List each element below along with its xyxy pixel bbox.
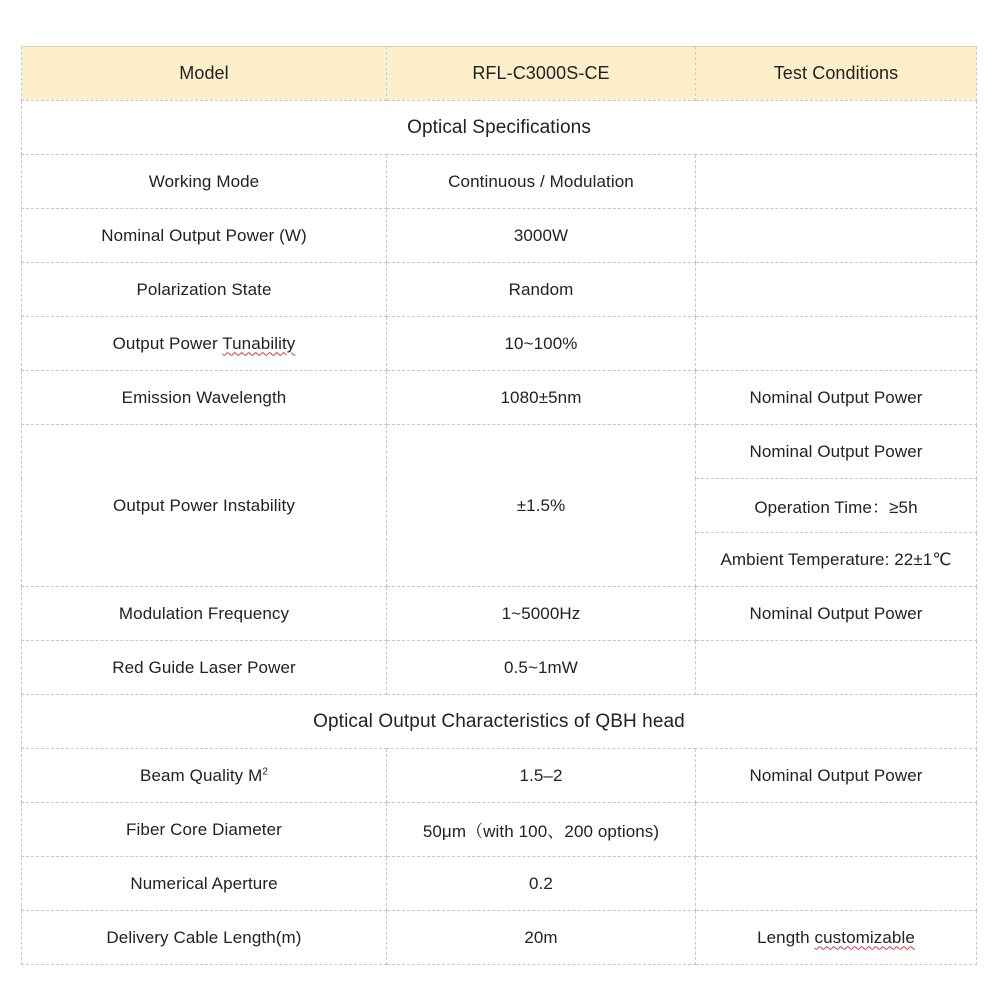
param-value: 50μm（with 100、200 options) bbox=[387, 803, 696, 857]
spellcheck-marked-word: customizable bbox=[814, 927, 915, 947]
param-label: Numerical Aperture bbox=[22, 857, 387, 911]
param-condition bbox=[696, 317, 977, 371]
param-label bbox=[22, 317, 387, 371]
table-row bbox=[22, 425, 977, 479]
param-value: 1~5000Hz bbox=[387, 587, 696, 641]
header-model-label: Model bbox=[22, 47, 387, 101]
section-title-optical: Optical Specifications bbox=[22, 101, 977, 155]
param-label: Emission Wavelength bbox=[22, 371, 387, 425]
param-value: 0.5~1mW bbox=[387, 641, 696, 695]
param-condition bbox=[696, 803, 977, 857]
superscript: 2 bbox=[262, 765, 268, 777]
table-row bbox=[22, 371, 977, 425]
table-row bbox=[22, 155, 977, 209]
table-row bbox=[22, 857, 977, 911]
header-model-value: RFL-C3000S-CE bbox=[387, 47, 696, 101]
param-value: 20m bbox=[387, 911, 696, 965]
table-row bbox=[22, 803, 977, 857]
param-condition: Nominal Output Power bbox=[696, 425, 977, 479]
section-row bbox=[22, 695, 977, 749]
table-row bbox=[22, 209, 977, 263]
param-label: Modulation Frequency bbox=[22, 587, 387, 641]
table-row bbox=[22, 911, 977, 965]
header-test-conditions: Test Conditions bbox=[696, 47, 977, 101]
section-row bbox=[22, 101, 977, 155]
param-label: Working Mode bbox=[22, 155, 387, 209]
param-condition: Nominal Output Power bbox=[696, 749, 977, 803]
table-row bbox=[22, 641, 977, 695]
param-condition bbox=[696, 641, 977, 695]
param-label: Fiber Core Diameter bbox=[22, 803, 387, 857]
table-row bbox=[22, 587, 977, 641]
param-condition bbox=[696, 209, 977, 263]
condition-text: Length bbox=[757, 927, 815, 947]
param-condition: Operation Time：≥5h bbox=[696, 479, 977, 533]
param-value: 1080±5nm bbox=[387, 371, 696, 425]
param-value: ±1.5% bbox=[387, 425, 696, 587]
param-label bbox=[22, 749, 387, 803]
param-condition bbox=[696, 911, 977, 965]
table-row bbox=[22, 263, 977, 317]
param-condition bbox=[696, 857, 977, 911]
param-label: Output Power Instability bbox=[22, 425, 387, 587]
param-label: Red Guide Laser Power bbox=[22, 641, 387, 695]
param-value: 0.2 bbox=[387, 857, 696, 911]
table-row bbox=[22, 749, 977, 803]
param-condition: Nominal Output Power bbox=[696, 587, 977, 641]
table-header-row bbox=[22, 47, 977, 101]
param-condition bbox=[696, 263, 977, 317]
param-condition: Ambient Temperature: 22±1℃ bbox=[696, 533, 977, 587]
param-value: 3000W bbox=[387, 209, 696, 263]
label-text: Beam Quality M bbox=[140, 765, 263, 785]
spellcheck-marked-word: Tunability bbox=[222, 333, 296, 353]
param-value: Random bbox=[387, 263, 696, 317]
param-value: 10~100% bbox=[387, 317, 696, 371]
param-value: Continuous / Modulation bbox=[387, 155, 696, 209]
section-title-qbh: Optical Output Characteristics of QBH head bbox=[22, 695, 977, 749]
param-condition bbox=[696, 155, 977, 209]
param-condition: Nominal Output Power bbox=[696, 371, 977, 425]
table-row bbox=[22, 317, 977, 371]
param-label: Delivery Cable Length(m) bbox=[22, 911, 387, 965]
param-label: Nominal Output Power (W) bbox=[22, 209, 387, 263]
label-text: Output Power bbox=[112, 333, 223, 353]
param-value: 1.5–2 bbox=[387, 749, 696, 803]
param-label: Polarization State bbox=[22, 263, 387, 317]
spec-table bbox=[21, 46, 977, 965]
